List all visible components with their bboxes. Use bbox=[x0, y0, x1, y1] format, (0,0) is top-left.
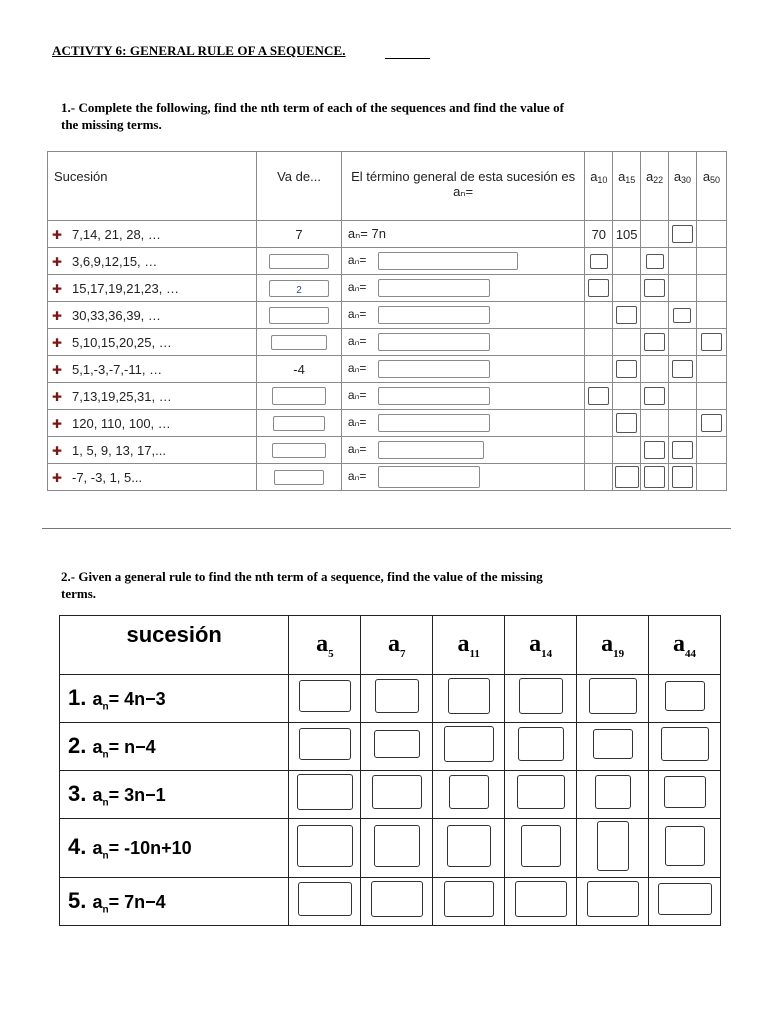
a30-cell bbox=[669, 329, 697, 356]
a10-cell[interactable] bbox=[585, 383, 613, 410]
answer-box[interactable] bbox=[644, 279, 665, 297]
general-term-input[interactable] bbox=[378, 279, 490, 297]
answer-box[interactable] bbox=[616, 413, 637, 433]
answer-box[interactable] bbox=[661, 727, 709, 761]
table-row bbox=[48, 329, 727, 356]
rule-cell: 3. $a_n= 3n-1$ bbox=[60, 771, 289, 819]
answer-box[interactable] bbox=[665, 681, 705, 711]
a50-cell bbox=[696, 275, 726, 302]
activity-title: ACTIVTY 6: GENERAL RULE OF A SEQUENCE. bbox=[52, 43, 346, 58]
a15-cell bbox=[613, 437, 641, 464]
header-a15: $a_{15}$ bbox=[613, 152, 641, 221]
answer-cell[interactable] bbox=[289, 771, 361, 819]
answer-box[interactable] bbox=[595, 775, 631, 809]
arrow-icon: ✚ bbox=[52, 389, 63, 404]
answer-cell[interactable] bbox=[505, 771, 577, 819]
answer-box[interactable] bbox=[672, 360, 693, 378]
answer-cell[interactable] bbox=[577, 878, 649, 926]
instruction-2: 2.- Given a general rule to find the nth term of a sequence, find the value of the missing terms. bbox=[61, 569, 543, 601]
answer-box[interactable] bbox=[616, 360, 637, 378]
step-input[interactable] bbox=[269, 254, 329, 269]
rule-cell: 2. $a_n= n-4$ bbox=[60, 723, 289, 771]
answer-box[interactable] bbox=[616, 306, 637, 324]
a15-cell[interactable] bbox=[613, 356, 641, 383]
table-row bbox=[48, 275, 727, 302]
a10-cell bbox=[585, 302, 613, 329]
rules-table bbox=[59, 615, 721, 926]
a30-cell bbox=[669, 275, 697, 302]
sequence-cell: ✚ -7, -3, 1, 5... bbox=[48, 464, 257, 491]
answer-box[interactable] bbox=[593, 729, 633, 759]
sequence-table-header bbox=[48, 152, 727, 221]
general-term-cell: aₙ= bbox=[341, 329, 584, 356]
answer-box[interactable] bbox=[588, 279, 609, 297]
answer-box[interactable] bbox=[590, 254, 608, 269]
general-term-cell: aₙ= bbox=[341, 464, 584, 491]
answer-box[interactable] bbox=[672, 466, 693, 488]
answer-box[interactable] bbox=[444, 881, 494, 917]
answer-box[interactable] bbox=[447, 825, 491, 867]
step-cell[interactable] bbox=[257, 383, 342, 410]
table-row bbox=[60, 878, 721, 926]
header-a5: $a_5$ bbox=[289, 616, 361, 675]
answer-box[interactable] bbox=[673, 308, 691, 323]
answer-cell[interactable] bbox=[361, 771, 433, 819]
sequence-cell: ✚ 15,17,19,21,23, … bbox=[48, 275, 257, 302]
answer-box[interactable] bbox=[372, 775, 422, 809]
title-underline bbox=[385, 58, 430, 59]
answer-cell[interactable] bbox=[649, 675, 721, 723]
a50-cell bbox=[696, 302, 726, 329]
table-row bbox=[48, 248, 727, 275]
header-a30: $a_{30}$ bbox=[669, 152, 697, 221]
a15-cell[interactable] bbox=[613, 410, 641, 437]
general-term-input[interactable] bbox=[378, 387, 490, 405]
arrow-icon: ✚ bbox=[52, 362, 63, 377]
a15-cell bbox=[613, 248, 641, 275]
arrow-icon: ✚ bbox=[52, 281, 63, 296]
answer-box[interactable] bbox=[515, 881, 567, 917]
table-row bbox=[48, 356, 727, 383]
section-divider bbox=[42, 528, 731, 529]
answer-box[interactable] bbox=[672, 441, 693, 459]
step-cell[interactable] bbox=[257, 410, 342, 437]
answer-box[interactable] bbox=[448, 678, 490, 714]
a10-cell[interactable] bbox=[585, 275, 613, 302]
answer-box[interactable] bbox=[664, 776, 706, 808]
general-term-cell: aₙ= bbox=[341, 383, 584, 410]
a50-cell bbox=[696, 248, 726, 275]
answer-box[interactable] bbox=[701, 333, 722, 351]
step-input[interactable] bbox=[269, 307, 329, 324]
answer-box[interactable] bbox=[375, 679, 419, 713]
a30-cell bbox=[669, 410, 697, 437]
general-term-cell: aₙ= 7n bbox=[341, 221, 584, 248]
answer-cell[interactable] bbox=[505, 675, 577, 723]
a50-cell bbox=[696, 383, 726, 410]
a30-cell bbox=[669, 383, 697, 410]
a10-cell bbox=[585, 464, 613, 491]
a22-cell bbox=[641, 410, 669, 437]
table-row bbox=[48, 383, 727, 410]
answer-box[interactable] bbox=[644, 441, 665, 459]
general-term-cell: aₙ= bbox=[341, 410, 584, 437]
table-row bbox=[60, 675, 721, 723]
general-term-cell: aₙ= bbox=[341, 275, 584, 302]
answer-cell[interactable] bbox=[577, 675, 649, 723]
sequence-cell: ✚ 7,13,19,25,31, … bbox=[48, 383, 257, 410]
general-term-input[interactable] bbox=[378, 414, 490, 432]
answer-cell[interactable] bbox=[433, 819, 505, 878]
answer-cell[interactable] bbox=[433, 878, 505, 926]
instruction-1: 1.- Complete the following, find the nth term of each of the sequences and find the value of the missing terms. bbox=[61, 100, 564, 132]
arrow-icon: ✚ bbox=[52, 416, 63, 431]
header-a44: $a_{44}$ bbox=[649, 616, 721, 675]
answer-box[interactable] bbox=[597, 821, 629, 871]
a10-cell bbox=[585, 329, 613, 356]
general-term-cell: aₙ= bbox=[341, 437, 584, 464]
answer-box[interactable] bbox=[644, 466, 665, 488]
a22-cell bbox=[641, 302, 669, 329]
answer-cell[interactable] bbox=[577, 723, 649, 771]
header-step: Va de... bbox=[257, 152, 342, 221]
answer-cell[interactable] bbox=[361, 819, 433, 878]
answer-cell[interactable] bbox=[649, 819, 721, 878]
answer-box[interactable] bbox=[646, 254, 664, 269]
a30-cell[interactable] bbox=[669, 437, 697, 464]
answer-box[interactable] bbox=[658, 883, 712, 915]
step-cell[interactable] bbox=[257, 464, 342, 491]
a15-cell bbox=[613, 329, 641, 356]
table-row bbox=[48, 221, 727, 248]
a22-cell bbox=[641, 221, 669, 248]
a50-cell bbox=[696, 437, 726, 464]
a15-cell[interactable] bbox=[613, 464, 641, 491]
a30-cell[interactable] bbox=[669, 302, 697, 329]
answer-box[interactable] bbox=[298, 882, 352, 916]
answer-box[interactable] bbox=[521, 825, 561, 867]
answer-cell[interactable] bbox=[577, 819, 649, 878]
answer-cell[interactable] bbox=[649, 771, 721, 819]
step-input[interactable] bbox=[272, 387, 326, 405]
a22-cell[interactable] bbox=[641, 275, 669, 302]
step-cell: 7 bbox=[257, 221, 342, 248]
answer-box[interactable] bbox=[299, 680, 351, 712]
step-cell[interactable] bbox=[257, 302, 342, 329]
general-term-cell: aₙ= bbox=[341, 356, 584, 383]
a22-cell[interactable] bbox=[641, 464, 669, 491]
header-a7: $a_7$ bbox=[361, 616, 433, 675]
answer-box[interactable] bbox=[299, 728, 351, 760]
table-row bbox=[48, 437, 727, 464]
answer-cell[interactable] bbox=[289, 675, 361, 723]
answer-box[interactable] bbox=[644, 333, 665, 351]
a10-cell bbox=[585, 410, 613, 437]
header-sucesion: sucesión bbox=[60, 616, 289, 675]
sequence-cell: ✚ 5,10,15,20,25, … bbox=[48, 329, 257, 356]
step-cell: -4 bbox=[257, 356, 342, 383]
answer-box[interactable] bbox=[371, 881, 423, 917]
table-row bbox=[48, 464, 727, 491]
answer-box[interactable] bbox=[374, 825, 420, 867]
answer-cell[interactable] bbox=[649, 723, 721, 771]
answer-box[interactable] bbox=[588, 387, 609, 405]
sequence-cell: ✚ 30,33,36,39, … bbox=[48, 302, 257, 329]
answer-box[interactable] bbox=[519, 678, 563, 714]
answer-cell[interactable] bbox=[361, 675, 433, 723]
step-input[interactable]: 2 bbox=[269, 280, 329, 297]
step-cell[interactable] bbox=[257, 437, 342, 464]
a22-cell[interactable] bbox=[641, 437, 669, 464]
a15-cell bbox=[613, 275, 641, 302]
sequence-cell: ✚ 3,6,9,12,15, … bbox=[48, 248, 257, 275]
arrow-icon: ✚ bbox=[52, 254, 63, 269]
answer-box[interactable] bbox=[297, 825, 353, 867]
step-cell[interactable] bbox=[257, 329, 342, 356]
a15-cell bbox=[613, 383, 641, 410]
a50-cell[interactable] bbox=[696, 410, 726, 437]
header-a19: $a_{19}$ bbox=[577, 616, 649, 675]
general-term-cell: aₙ= bbox=[341, 302, 584, 329]
arrow-icon: ✚ bbox=[52, 443, 63, 458]
sequence-cell: ✚ 7,14, 21, 28, … bbox=[48, 221, 257, 248]
answer-cell[interactable] bbox=[433, 675, 505, 723]
step-input[interactable] bbox=[271, 335, 327, 350]
header-sequence: Sucesión bbox=[48, 152, 257, 221]
answer-cell[interactable] bbox=[289, 878, 361, 926]
answer-box[interactable] bbox=[589, 678, 637, 714]
a22-cell[interactable] bbox=[641, 329, 669, 356]
answer-cell[interactable] bbox=[289, 819, 361, 878]
answer-box[interactable] bbox=[587, 881, 639, 917]
a50-cell bbox=[696, 464, 726, 491]
step-cell[interactable] bbox=[257, 275, 342, 302]
rule-cell: 4. $a_n= -10n+10$ bbox=[60, 819, 289, 878]
answer-cell[interactable] bbox=[505, 723, 577, 771]
arrow-icon: ✚ bbox=[52, 227, 63, 242]
a30-cell[interactable] bbox=[669, 464, 697, 491]
a30-cell bbox=[669, 248, 697, 275]
answer-cell[interactable] bbox=[433, 723, 505, 771]
answer-cell[interactable] bbox=[505, 878, 577, 926]
step-input[interactable] bbox=[272, 443, 326, 458]
a10-cell: 70 bbox=[585, 221, 613, 248]
a30-cell[interactable] bbox=[669, 356, 697, 383]
a22-cell[interactable] bbox=[641, 383, 669, 410]
table-row bbox=[48, 302, 727, 329]
general-term-cell: aₙ= bbox=[341, 248, 584, 275]
a15-cell[interactable] bbox=[613, 302, 641, 329]
answer-box[interactable] bbox=[297, 774, 353, 810]
answer-cell[interactable] bbox=[289, 723, 361, 771]
answer-box[interactable] bbox=[701, 414, 722, 432]
table-row bbox=[60, 771, 721, 819]
sequence-table bbox=[47, 151, 727, 491]
answer-cell[interactable] bbox=[433, 771, 505, 819]
answer-box[interactable] bbox=[665, 826, 705, 866]
answer-box[interactable] bbox=[444, 726, 494, 762]
a22-cell[interactable] bbox=[641, 248, 669, 275]
sequence-cell: ✚ 1, 5, 9, 13, 17,... bbox=[48, 437, 257, 464]
table-row bbox=[60, 723, 721, 771]
sequence-cell: ✚ 120, 110, 100, … bbox=[48, 410, 257, 437]
a10-cell[interactable] bbox=[585, 248, 613, 275]
general-term-input[interactable] bbox=[378, 360, 490, 378]
rule-cell: 5. $a_n= 7n-4$ bbox=[60, 878, 289, 926]
a10-cell bbox=[585, 437, 613, 464]
step-cell[interactable] bbox=[257, 248, 342, 275]
rule-cell: 1. $a_n= 4n-3$ bbox=[60, 675, 289, 723]
arrow-icon: ✚ bbox=[52, 308, 63, 323]
general-term-input[interactable] bbox=[378, 333, 490, 351]
rules-table-header bbox=[60, 616, 721, 675]
table-row bbox=[48, 410, 727, 437]
general-term-input[interactable] bbox=[378, 252, 518, 270]
header-a10: $a_{10}$ bbox=[585, 152, 613, 221]
a50-cell[interactable] bbox=[696, 329, 726, 356]
a22-cell bbox=[641, 356, 669, 383]
answer-box[interactable] bbox=[449, 775, 489, 809]
table-row bbox=[60, 819, 721, 878]
step-input[interactable] bbox=[274, 470, 324, 485]
answer-cell[interactable] bbox=[505, 819, 577, 878]
general-term-input[interactable] bbox=[378, 466, 480, 488]
answer-box[interactable] bbox=[644, 387, 665, 405]
header-a14: $a_{14}$ bbox=[505, 616, 577, 675]
answer-cell[interactable] bbox=[361, 723, 433, 771]
a15-cell: 105 bbox=[613, 221, 641, 248]
answer-box[interactable] bbox=[615, 466, 639, 488]
header-general-term: El término general de esta sucesión es aₙ= bbox=[341, 152, 584, 221]
general-term-input[interactable] bbox=[378, 441, 484, 459]
answer-box[interactable] bbox=[517, 775, 565, 809]
answer-cell[interactable] bbox=[361, 878, 433, 926]
arrow-icon: ✚ bbox=[52, 470, 63, 485]
answer-box[interactable] bbox=[672, 225, 693, 243]
arrow-icon: ✚ bbox=[52, 335, 63, 350]
answer-cell[interactable] bbox=[649, 878, 721, 926]
general-term-input[interactable] bbox=[378, 306, 490, 324]
a30-cell[interactable] bbox=[669, 221, 697, 248]
answer-cell[interactable] bbox=[577, 771, 649, 819]
sequence-cell: ✚ 5,1,-3,-7,-11, … bbox=[48, 356, 257, 383]
answer-box[interactable] bbox=[374, 730, 420, 758]
step-input[interactable] bbox=[273, 416, 325, 431]
a10-cell bbox=[585, 356, 613, 383]
a50-cell bbox=[696, 356, 726, 383]
answer-box[interactable] bbox=[518, 727, 564, 761]
header-a50: $a_{50}$ bbox=[696, 152, 726, 221]
header-a11: $a_{11}$ bbox=[433, 616, 505, 675]
header-a22: $a_{22}$ bbox=[641, 152, 669, 221]
a50-cell bbox=[696, 221, 726, 248]
